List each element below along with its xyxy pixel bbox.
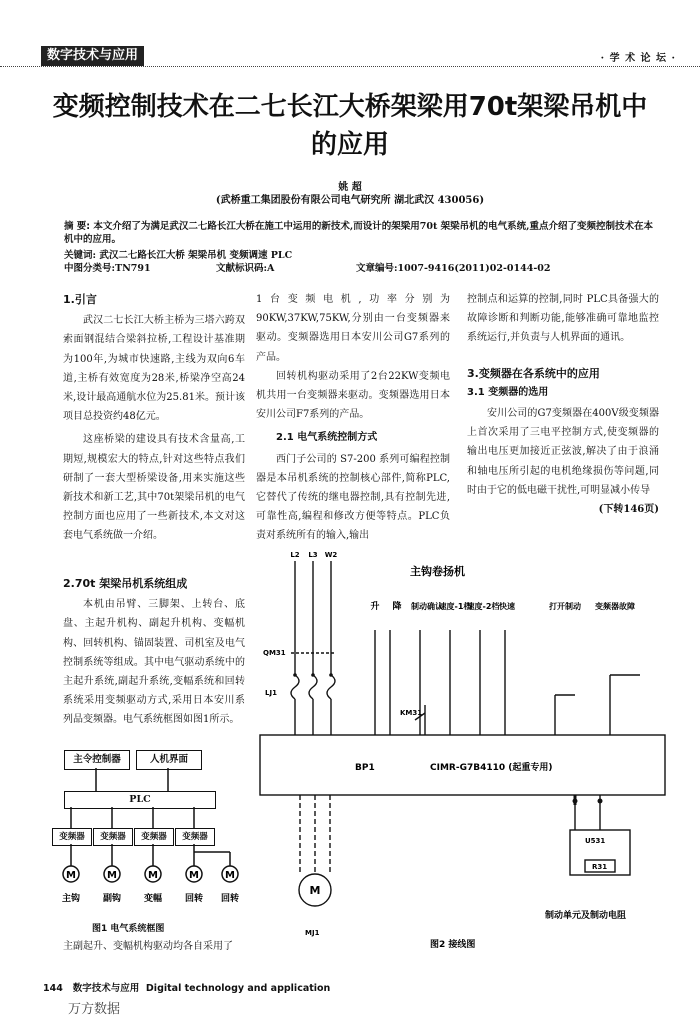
page-number: 144 bbox=[43, 983, 63, 994]
section-2-1-heading: 2.1 电气系统控制方式 bbox=[276, 432, 378, 444]
vfd-ref-bp1: BP1 bbox=[355, 763, 375, 773]
contactor-km31: KM31 bbox=[400, 709, 423, 717]
signal-open-brake: 打开制动 bbox=[549, 602, 581, 611]
signal-fast: 快速 bbox=[499, 602, 515, 611]
drive-label-aux-hook: 副钩 bbox=[102, 894, 122, 904]
column-3-paragraph-1: 控制点和运算的控制,同时 PLC具备强大的故障诊断和判断功能,能够准确可靠地监控系统运行,并负责与人机界面的通讯。 bbox=[467, 294, 659, 344]
section-3-heading: 3.变频器在各系统中的应用 bbox=[467, 366, 600, 380]
section-1-paragraph-1: 武汉二七长江大桥主桥为三塔六跨双索面钢混结合梁斜拉桥,工程设计基准期为100年,为城市快速路,主线为双向6车道,主桥有效宽度为28米,桥梁净空高24米,设计最高通航水位为25.81米。预计该项目总投资约48亿元。 bbox=[63, 315, 245, 423]
document-code: 文献标识码:A bbox=[216, 263, 275, 274]
terminal-l3: L3 bbox=[308, 551, 318, 559]
author: 姚 超 bbox=[338, 182, 362, 193]
column-2-paragraph-2: 回转机构驱动采用了2台22KW变频电机共用一台变频器来驱动。变频器选用日本安川公司F7系列的产品。 bbox=[256, 370, 450, 421]
drive-label-slewing-2: 回转 bbox=[220, 894, 240, 904]
main-controller-box: 主令控制器 bbox=[64, 750, 130, 770]
drive-label-luffing: 变幅 bbox=[143, 894, 163, 904]
braking-unit-u531: U531 bbox=[585, 837, 606, 845]
clc-number: 中图分类号:TN791 bbox=[64, 263, 151, 274]
abstract-label: 摘 要: bbox=[64, 221, 91, 232]
vfd-box-3: 变频器 bbox=[134, 828, 174, 846]
continued-note: (下转146页) bbox=[598, 504, 659, 516]
column-1-top bbox=[63, 290, 245, 546]
vfd-box-2: 变频器 bbox=[93, 828, 133, 846]
terminal-l2: L2 bbox=[290, 551, 300, 559]
motor-ref-mj1: MJ1 bbox=[305, 929, 320, 937]
hoist-motor-label: M bbox=[309, 884, 321, 897]
hmi-box: 人机界面 bbox=[136, 750, 202, 770]
keywords-text: 武汉二七路长江大桥 架梁吊机 变频调速 PLC bbox=[99, 250, 293, 261]
main-hoist-title: 主钩卷扬机 bbox=[410, 565, 465, 578]
journal-name-cn: 数字技术与应用 bbox=[72, 983, 140, 994]
terminal-w2: W2 bbox=[324, 551, 338, 559]
figure-1-caption: 图1 电气系统框图 bbox=[92, 924, 165, 934]
braking-resistor-r31: R31 bbox=[592, 863, 608, 871]
column-3 bbox=[467, 290, 659, 519]
abstract-text: 本文介绍了为满足武汉二七路长江大桥在施工中运用的新技术,而设计的架梁用70t 架梁吊机的电气系统,重点介绍了变频控制技术在本机中的应用。 bbox=[64, 221, 653, 245]
signal-speed-1: 速度-1档 bbox=[438, 602, 472, 611]
section-1-heading: 1.引言 bbox=[63, 293, 97, 306]
article-number: 文章编号:1007-9416(2011)02-0144-02 bbox=[356, 263, 551, 274]
column-2-paragraph-3: 西门子公司的 S7-200 系列可编程控制器是本吊机系统的控制核心部件,简称PLC,它替代了传统的继电器控制,具有控制先进,可靠性高,编程和修改方便等特点。PLC负责对系统所有的输入,输出 bbox=[256, 453, 450, 542]
plc-box: PLC bbox=[64, 791, 216, 809]
column-2 bbox=[256, 290, 450, 546]
section-2-heading: 2.70t 架梁吊机系统组成 bbox=[63, 577, 188, 590]
column-2-paragraph-1: 1台变频电机,功率分别为90KW,37KW,75KW,分别由一台变频器来驱动。变频器选用日本安川公司G7系列的产品。 bbox=[256, 294, 450, 363]
column-1-section-2 bbox=[63, 574, 245, 730]
section-3-1-heading: 3.1 变频器的选用 bbox=[467, 386, 549, 398]
vfd-model: CIMR-G7B4110 (起重专用) bbox=[430, 763, 553, 773]
signal-speed-2: 速度-2档 bbox=[466, 602, 500, 611]
section-1-paragraph-2: 这座桥梁的建设具有技术含量高,工期短,规模宏大的特点,针对这些特点我们研制了一套大型桥梁设备,用来实施这些新技术和新工艺,其中70t架梁吊机的电气控制方面也应用了一些新技术,本文对这套电气系统做一介绍。 bbox=[63, 434, 245, 542]
signal-brake-confirm: 制动确认 bbox=[411, 602, 443, 611]
motor-label-2: M bbox=[107, 870, 117, 881]
drive-label-slewing-1: 回转 bbox=[184, 894, 204, 904]
journal-name-en: Digital technology and application bbox=[145, 983, 331, 994]
column-3-paragraph-2: 安川公司的G7变频器在400V级变频器上首次采用了三电平控制方式,使变频器的输出电压更加接近正弦波,解决了由于浪涌和轴电压所引起的电机绝缘损伤等问题,同时由于它的低电磁干扰性,可明显减小传导 bbox=[467, 408, 659, 496]
watermark: 万方数据 bbox=[68, 1002, 121, 1017]
figure-2-wiring-diagram bbox=[255, 545, 670, 965]
signal-lower: 降 bbox=[392, 602, 402, 612]
column-1-bottom-text: 主副起升、变幅机构驱动均各自采用了 bbox=[63, 941, 233, 952]
breaker-qm31: QM31 bbox=[263, 649, 286, 657]
vfd-box-1: 变频器 bbox=[52, 828, 92, 846]
motor-label-1: M bbox=[66, 870, 76, 881]
braking-caption: 制动单元及制动电阻 bbox=[545, 911, 627, 921]
affiliation: (武桥重工集团股份有限公司电气研究所 湖北武汉 430056) bbox=[215, 195, 485, 206]
section-label: 数字技术与应用 bbox=[41, 46, 144, 66]
title-line-2: 的应用 bbox=[310, 130, 389, 160]
page-footer bbox=[43, 980, 330, 994]
article-title bbox=[30, 88, 670, 164]
vfd-box-4: 变频器 bbox=[175, 828, 215, 846]
signal-vfd-fault: 变频器故障 bbox=[595, 602, 635, 611]
keywords-label: 关键词: bbox=[64, 250, 97, 261]
abstract bbox=[64, 220, 662, 246]
drive-label-main-hook: 主钩 bbox=[61, 894, 81, 904]
fuse-lj1: LJ1 bbox=[265, 689, 277, 697]
section-2-paragraph: 本机由吊臂、三脚架、上转台、底盘、主起升机构、副起升机构、变幅机构、回转机构、锚固装置、司机室及电气控制系统等组成。其中电气驱动系统中的主起升系统,副起升系统,变幅系统和回转系统采用变频驱动方式,采用日本安川系列品变频器。电气系统框图如图1所示。 bbox=[63, 599, 245, 726]
column-tag: · 学 术 论 坛 · bbox=[600, 53, 676, 64]
title-line-1: 变频控制技术在二七长江大桥架梁用70t架梁吊机中 bbox=[52, 92, 648, 122]
motor-label-4: M bbox=[189, 870, 199, 881]
figure-2-caption: 图2 接线图 bbox=[430, 940, 476, 950]
figure-1-lines bbox=[40, 740, 255, 920]
motor-label-3: M bbox=[148, 870, 158, 881]
motor-label-5: M bbox=[225, 870, 235, 881]
keywords bbox=[64, 249, 662, 262]
signal-raise: 升 bbox=[370, 602, 380, 612]
